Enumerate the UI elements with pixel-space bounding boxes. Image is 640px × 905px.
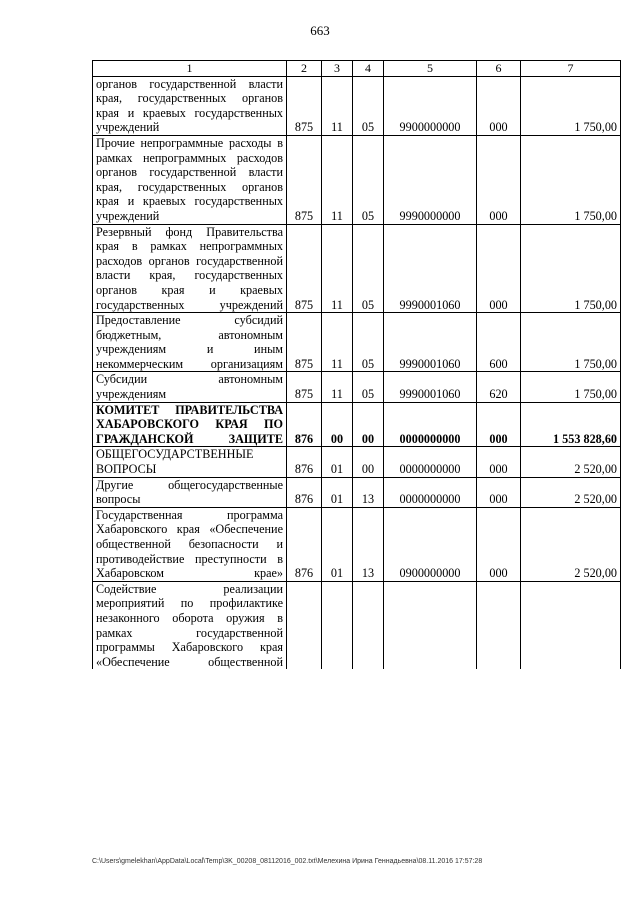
row-amount: 2 520,00 (521, 447, 621, 477)
table-row (93, 507, 621, 581)
row-code-ministry: 875 (287, 135, 322, 224)
row-code-subsection: 00 (353, 447, 384, 477)
row-code-subsection: 13 (353, 507, 384, 581)
row-code-section: 11 (322, 135, 353, 224)
row-name: Другие общегосударственные вопросы (93, 477, 287, 507)
row-code-ministry: 875 (287, 224, 322, 313)
table-header-row (93, 61, 621, 77)
table-row-department (93, 402, 621, 447)
row-code-ministry: 876 (287, 402, 322, 447)
row-name: КОМИТЕТ ПРАВИТЕЛЬСТВА ХАБАРОВСКОГО КРАЯ ПО ГРАЖДАНСКОЙ ЗАЩИТЕ (93, 402, 287, 447)
table-row (93, 372, 621, 402)
row-code-ministry: 875 (287, 372, 322, 402)
row-code-expense-type: 000 (477, 507, 521, 581)
page-number: 663 (310, 23, 330, 38)
row-code-target: 9990001060 (384, 224, 477, 313)
row-amount: 1 750,00 (521, 135, 621, 224)
row-amount: 1 750,00 (521, 372, 621, 402)
row-code-target (384, 581, 477, 669)
row-code-expense-type: 000 (477, 76, 521, 135)
row-amount: 2 520,00 (521, 477, 621, 507)
table-row (93, 477, 621, 507)
row-code-section: 01 (322, 507, 353, 581)
column-header: 3 (322, 61, 353, 77)
row-amount: 1 750,00 (521, 313, 621, 372)
column-header: 5 (384, 61, 477, 77)
row-code-subsection: 05 (353, 224, 384, 313)
row-code-ministry: 875 (287, 313, 322, 372)
row-code-expense-type: 000 (477, 402, 521, 447)
row-amount: 2 520,00 (521, 507, 621, 581)
column-header: 4 (353, 61, 384, 77)
row-code-subsection: 05 (353, 135, 384, 224)
row-code-target: 0000000000 (384, 447, 477, 477)
row-code-section: 01 (322, 477, 353, 507)
row-code-target: 9900000000 (384, 76, 477, 135)
table-row (93, 581, 621, 669)
column-header: 6 (477, 61, 521, 77)
row-code-subsection: 00 (353, 402, 384, 447)
row-code-expense-type: 620 (477, 372, 521, 402)
row-code-subsection: 05 (353, 76, 384, 135)
table-row (93, 135, 621, 224)
table-row (93, 76, 621, 135)
row-name: Предоставление субсидий бюджетным, автономным учреждениям и иным некоммерческим организациям (93, 313, 287, 372)
row-name: органов государственной власти края, государственных органов края и краевых государственных учреждений (93, 76, 287, 135)
column-header: 7 (521, 61, 621, 77)
row-code-expense-type: 600 (477, 313, 521, 372)
row-code-section: 01 (322, 447, 353, 477)
row-code-section: 11 (322, 224, 353, 313)
row-name: Прочие непрограммные расходы в рамках непрограммных расходов органов государственной власти края, государственных органов края и краевых государственных учреждений (93, 135, 287, 224)
row-code-subsection (353, 581, 384, 669)
row-code-target: 0000000000 (384, 477, 477, 507)
row-code-target: 9990001060 (384, 313, 477, 372)
row-code-expense-type: 000 (477, 447, 521, 477)
row-code-ministry: 876 (287, 447, 322, 477)
row-code-subsection: 13 (353, 477, 384, 507)
row-code-target: 9990001060 (384, 372, 477, 402)
row-code-section: 11 (322, 76, 353, 135)
row-code-expense-type: 000 (477, 477, 521, 507)
row-name: Субсидии автономным учреждениям (93, 372, 287, 402)
row-code-ministry: 875 (287, 76, 322, 135)
row-code-section: 11 (322, 372, 353, 402)
row-code-ministry: 876 (287, 507, 322, 581)
table-row (93, 447, 621, 477)
file-path-footer: C:\Users\gmelekhan\AppData\Local\Temp\3K_00208_08112016_002.txt\Мелехина Ирина Геннадьевна\08.11.2016 17:57:28 (92, 858, 483, 865)
row-code-expense-type: 000 (477, 135, 521, 224)
row-name: Государственная программа Хабаровского края «Обеспечение общественной безопасности и противодействие преступности в Хабаровском крае» (93, 507, 287, 581)
row-code-section: 00 (322, 402, 353, 447)
row-code-ministry (287, 581, 322, 669)
row-code-target: 0900000000 (384, 507, 477, 581)
row-code-subsection: 05 (353, 313, 384, 372)
row-amount: 1 750,00 (521, 224, 621, 313)
table-row (93, 224, 621, 313)
row-amount: 1 553 828,60 (521, 402, 621, 447)
row-code-target: 0000000000 (384, 402, 477, 447)
column-header: 1 (93, 61, 287, 77)
row-code-expense-type (477, 581, 521, 669)
row-code-expense-type: 000 (477, 224, 521, 313)
row-code-ministry: 876 (287, 477, 322, 507)
column-header: 2 (287, 61, 322, 77)
row-name: Резервный фонд Правительства края в рамках непрограммных расходов органов государственной власти края, государственных органов края и краевых государственных учреждений (93, 224, 287, 313)
row-amount: 1 750,00 (521, 76, 621, 135)
row-code-section: 11 (322, 313, 353, 372)
table-row (93, 313, 621, 372)
budget-table (92, 60, 621, 669)
row-code-section (322, 581, 353, 669)
row-amount (521, 581, 621, 669)
row-name: ОБЩЕГОСУДАРСТВЕННЫЕ ВОПРОСЫ (93, 447, 287, 477)
row-name: Содействие реализации мероприятий по профилактике незаконного оборота оружия в рамках государственной программы Хабаровского края «Обеспечение общественной (93, 581, 287, 669)
row-code-target: 9990000000 (384, 135, 477, 224)
row-code-subsection: 05 (353, 372, 384, 402)
